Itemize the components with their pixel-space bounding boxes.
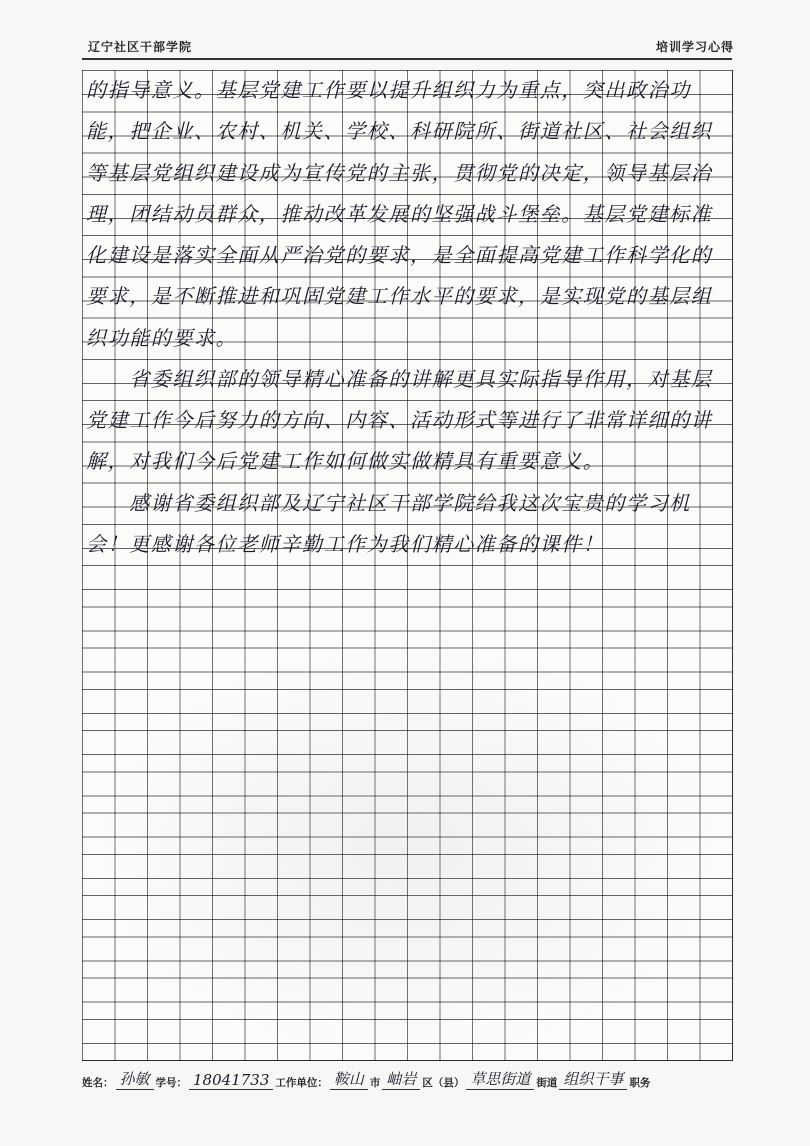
position-label: 职务 [629,1077,651,1089]
district-value: 岫岩 [382,1068,420,1090]
street-value: 草思街道 [466,1068,534,1090]
city-label: 市 [369,1077,381,1089]
student-info-footer [82,1066,742,1090]
position-value: 组织干事 [559,1068,627,1090]
name-value: 孙敏 [116,1068,154,1090]
work-unit-label: 工作单位： [275,1077,328,1089]
header-document-type: 培训学习心得 [655,40,734,54]
name-label: 姓名： [82,1077,114,1089]
district-label: 区（县） [422,1077,465,1089]
header-divider [82,58,732,60]
student-id-value: 18041733 [189,1071,273,1090]
street-label: 街道 [536,1077,558,1089]
header-institution: 辽宁社区干部学院 [88,40,193,54]
student-id-label: 学号： [155,1077,188,1089]
city-value: 鞍山 [330,1068,368,1090]
handwritten-essay: 的指导意义。基层党建工作要以提升组织力为重点，突出政治功能，把企业、农村、机关、学校、科研院所、街道社区、社会组织等基层党组织建设成为宣传党的主张，贯彻党的决定，领导基层治理，团结动员群众，推动改革发展的坚强战斗堡垒。基层党建标准化建设是落实全面从严治党的要求，是全面提高党建工作科学化的要求，是不断推进和巩固党建工作水平的要求，是实现党的基层组织功能的要求。 省委组织部的领导精心准备的讲解更具实际指导作用，对基层党建工作今后努力的方向、内容、活动形式等进行了非常详细的讲解，对我们今后党建工作如何做实做精具有重要意义。 感谢省委组织部及辽宁社区干部学院给我这次宝贵的学习机会！更感谢各位老师辛勤工作为我们精心准备的课件！ [86,78,713,556]
